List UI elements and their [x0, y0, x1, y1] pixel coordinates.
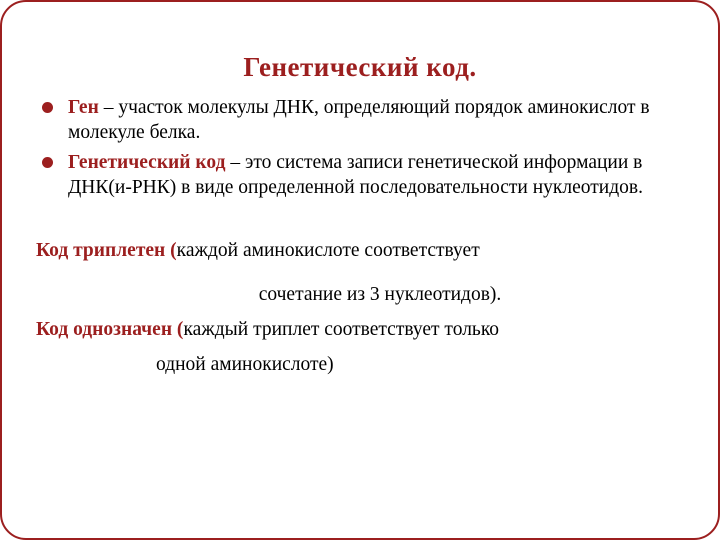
paragraph-term: Код однозначен (: [36, 319, 184, 341]
bullet-term: Ген: [68, 97, 99, 118]
paragraph-code-triplet-cont: [36, 282, 684, 307]
paragraph-term: Код триплетен (: [36, 240, 177, 262]
paragraph-code-unambiguous-cont: [36, 352, 684, 377]
paragraph-text: каждой аминокислоте соответствует: [176, 240, 480, 262]
bullet-text: – участок молекулы ДНК, определяющий порядок аминокислот в молекуле белка.: [68, 97, 650, 144]
vertical-spacer: [36, 266, 684, 282]
slide-content: [2, 2, 718, 538]
list-item: [36, 95, 684, 146]
bullet-text: – это система записи генетической информации в ДНК(и-РНК) в виде определенной последовательности нуклеотидов.: [68, 151, 643, 199]
paragraph-code-unambiguous: [36, 317, 684, 342]
paragraph-text: сочетание из 3 нуклеотидов).: [258, 283, 502, 305]
bullet-dot-icon: [42, 102, 53, 113]
vertical-spacer: [36, 344, 684, 352]
bullet-dot-icon: [42, 157, 53, 168]
list-item: [36, 150, 684, 201]
paragraph-text: каждый триплет соответствует только: [183, 319, 500, 341]
vertical-spacer: [36, 204, 684, 238]
bullet-term: Генетический код: [68, 151, 226, 173]
page-title: Генетический код.: [243, 52, 477, 82]
vertical-spacer: [36, 309, 684, 317]
bullet-list: [36, 95, 684, 200]
paragraph-text: одной аминокислоте): [156, 354, 334, 376]
paragraph-code-triplet: [36, 238, 684, 263]
